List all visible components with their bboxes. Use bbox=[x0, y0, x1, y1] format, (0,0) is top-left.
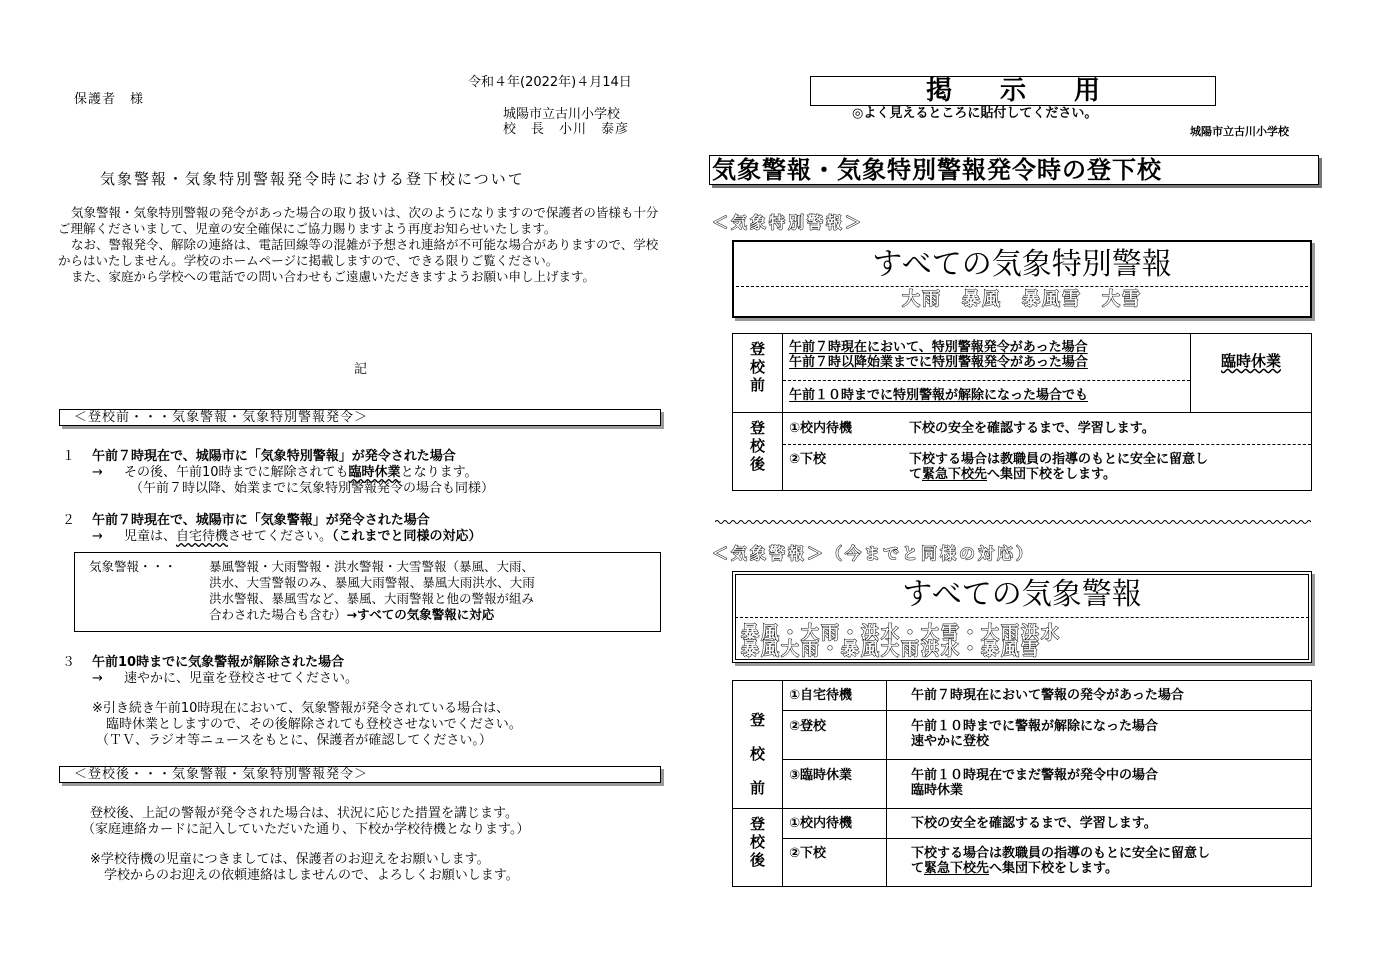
action-key: ②下校 bbox=[789, 452, 827, 467]
action-key: ③臨時休業 bbox=[783, 760, 887, 809]
warning-types: 大雨 暴風 暴風雪 大雪 bbox=[902, 289, 1142, 310]
item-text: 児童は、 bbox=[124, 529, 177, 544]
item-number: ２ bbox=[62, 513, 76, 528]
principal-name: 校 長 小川 泰彦 bbox=[503, 122, 630, 137]
document-title: 気象警報・気象特別警報発令時における登下校について bbox=[100, 170, 525, 188]
warning-box bbox=[732, 571, 1312, 663]
section-after-school: ＜登校後・・・気象警報・気象特別警報発令＞ bbox=[59, 766, 661, 783]
after-school-label: 登校後 bbox=[733, 413, 783, 491]
item-heading: 午前７時現在で、城陽市に「気象警報」が発令された場合 bbox=[92, 513, 430, 528]
action-key: ②登校 bbox=[783, 711, 887, 760]
rule-item-2 bbox=[62, 513, 662, 553]
before-school-label: 登校前 bbox=[733, 681, 783, 809]
item-heading: 午前７時現在で、城陽市に「気象特別警報」が発令された場合 bbox=[92, 449, 456, 464]
arrow-icon: → bbox=[92, 529, 103, 544]
action-key: ①校内待機 bbox=[789, 421, 853, 436]
condition-line: 午前７時現在において、特別警報発令があった場合 bbox=[789, 340, 1088, 355]
action-value: 下校する場合は教職員の指導のもとに安全に留意し て緊急下校先へ集団下校をします。 bbox=[909, 452, 1209, 482]
item-text: その後、午前10時までに解除されても bbox=[124, 465, 349, 480]
arrow-icon: → bbox=[92, 671, 103, 686]
special-warning-box bbox=[732, 240, 1312, 318]
action-value: 午前１０時までに警報が解除になった場合 速やかに登校 bbox=[887, 711, 1312, 760]
after-note: ※学校待機の児童につきましては、保護者のお迎えをお願いします。 bbox=[90, 852, 490, 867]
arrow-icon: → bbox=[92, 465, 103, 480]
item-line bbox=[124, 465, 478, 481]
action-key: ①自宅待機 bbox=[783, 681, 887, 711]
condition-cell: 午前１０時までに特別警報が解除になった場合でも bbox=[783, 381, 1191, 413]
section-before-school: ＜登校前・・・気象警報・気象特別警報発令＞ bbox=[59, 409, 661, 426]
action-value: 下校する場合は教職員の指導のもとに安全に留意し て緊急下校先へ集団下校をします。 bbox=[887, 839, 1312, 887]
box-line bbox=[209, 607, 494, 623]
emphasis-text: →すべての気象警報に対応 bbox=[346, 607, 495, 622]
after-school-label: 登校後 bbox=[733, 809, 783, 887]
item-text: となります。 bbox=[400, 465, 478, 480]
action-value: 午前７時現在において警報の発令があった場合 bbox=[887, 681, 1312, 711]
item-line: （午前７時以降、始業までに気象特別警報発令の場合も同様） bbox=[130, 481, 495, 496]
action-value: 下校の安全を確認するまで、学習します。 bbox=[909, 421, 1155, 436]
item-note: ※引き続き午前10時現在において、気象警報が発令されている場合は、 bbox=[92, 701, 510, 716]
warning-types: 暴風・大雨・洪水・大雪・大雨洪水 bbox=[741, 623, 1061, 644]
intro-paragraph: 気象警報・気象特別警報の発令があった場合の取り扱いは、次のようになりますので保護者の皆様も十分ご理解くださいまして、児童の安全確保にご協力賜りますよう再度お知らせいたします。 bbox=[58, 205, 659, 236]
dashed-separator bbox=[735, 617, 1309, 618]
school-name: 城陽市立古川小学校 bbox=[503, 107, 621, 122]
item-heading: 午前10時までに気象警報が解除された場合 bbox=[92, 655, 345, 670]
condition-cell bbox=[783, 334, 1191, 381]
warning-definition-box bbox=[74, 552, 661, 632]
box-line: 洪水警報、暴風雪など、暴風、大雨警報と他の警報が組み bbox=[209, 591, 535, 606]
addressee: 保護者 様 bbox=[74, 92, 145, 107]
item-note: 臨時休業としますので、その後解除されても登校させないでください。 bbox=[106, 717, 522, 732]
after-line: （家庭連絡カードに記入していただいた通り、下校か学校待機となります。） bbox=[82, 822, 530, 837]
box-title: すべての気象警報 bbox=[902, 577, 1142, 612]
item-number: ３ bbox=[62, 655, 76, 670]
rule-item-3 bbox=[62, 655, 662, 755]
after-row bbox=[783, 445, 1312, 491]
intro-paragraph: なお、警報発令、解除の連絡は、電話回線等の混雑が予想され連絡が不可能な場合がありますので、学校からはいたしません。学校のホームページに掲載しますので、できる限りご覧ください。 bbox=[58, 237, 659, 268]
item-line bbox=[124, 529, 482, 545]
item-text: させてください。 bbox=[228, 529, 333, 544]
item-line: 速やかに、児童を登校させてください。 bbox=[124, 671, 359, 686]
box-label: 気象警報・・・ bbox=[89, 559, 177, 574]
wavy-divider bbox=[715, 519, 1311, 525]
box-line: 洪水、大雪警報のみ、暴風大雨警報、暴風大雨洪水、大雨 bbox=[209, 575, 535, 590]
emphasis-text: 自宅待機 bbox=[176, 529, 229, 544]
posting-instruction: ◎よく見えるところに貼付してください。 bbox=[852, 106, 1098, 121]
issue-date: 令和４年(2022年)４月14日 bbox=[468, 75, 632, 90]
box-title: すべての気象特別警報 bbox=[872, 247, 1172, 282]
ki-mark: 記 bbox=[354, 362, 368, 377]
intro-paragraph: また、家庭から学校への電話での問い合わせもご遠慮いただきますようお願い申し上げます。 bbox=[71, 269, 596, 284]
emphasis-text: 臨時休業 bbox=[348, 465, 401, 480]
posting-label: 掲示用 bbox=[810, 76, 1216, 106]
intro-text bbox=[58, 205, 670, 285]
item-note: （ＴＶ、ラジオ等ニュースをもとに、保護者が確認してください。） bbox=[96, 733, 492, 748]
result-cell: 臨時休業 bbox=[1191, 334, 1312, 413]
dashed-separator bbox=[736, 286, 1308, 287]
action-key: ①校内待機 bbox=[783, 809, 887, 839]
action-value: 午前１０時現在でまだ警報が発令中の場合 臨時休業 bbox=[887, 760, 1312, 809]
category-special-warning: ＜気象特別警報＞ bbox=[712, 213, 865, 232]
school-name-right: 城陽市立古川小学校 bbox=[1190, 125, 1289, 138]
category-warning: ＜気象警報＞（今までと同様の対応） bbox=[712, 544, 1036, 563]
special-warning-table bbox=[732, 333, 1312, 491]
item-number: １ bbox=[62, 449, 76, 464]
after-row bbox=[783, 413, 1312, 445]
warning-types: 暴風大雨・暴風大雨洪水・暴風雪 bbox=[741, 639, 1041, 660]
action-value: 下校の安全を確認するまで、学習します。 bbox=[887, 809, 1312, 839]
box-line: 暴風警報・大雨警報・洪水警報・大雪警報（暴風、大雨、 bbox=[209, 559, 535, 574]
after-note: 学校からのお迎えの依頼連絡はしませんので、よろしくお願いします。 bbox=[104, 868, 519, 883]
box-text: 合わされた場合も含む） bbox=[209, 607, 347, 622]
poster-title: 気象警報・気象特別警報発令時の登下校 bbox=[709, 155, 1319, 185]
rule-item-1 bbox=[62, 449, 662, 499]
emphasis-text: （これまでと同様の対応） bbox=[332, 529, 482, 544]
condition-line: 午前７時以降始業までに特別警報発令があった場合 bbox=[789, 355, 1088, 370]
after-line: 登校後、上記の警報が発令された場合は、状況に応じた措置を講じます。 bbox=[90, 806, 518, 821]
before-school-label: 登校前 bbox=[733, 334, 783, 413]
warning-table bbox=[732, 680, 1312, 887]
action-key: ②下校 bbox=[783, 839, 887, 887]
